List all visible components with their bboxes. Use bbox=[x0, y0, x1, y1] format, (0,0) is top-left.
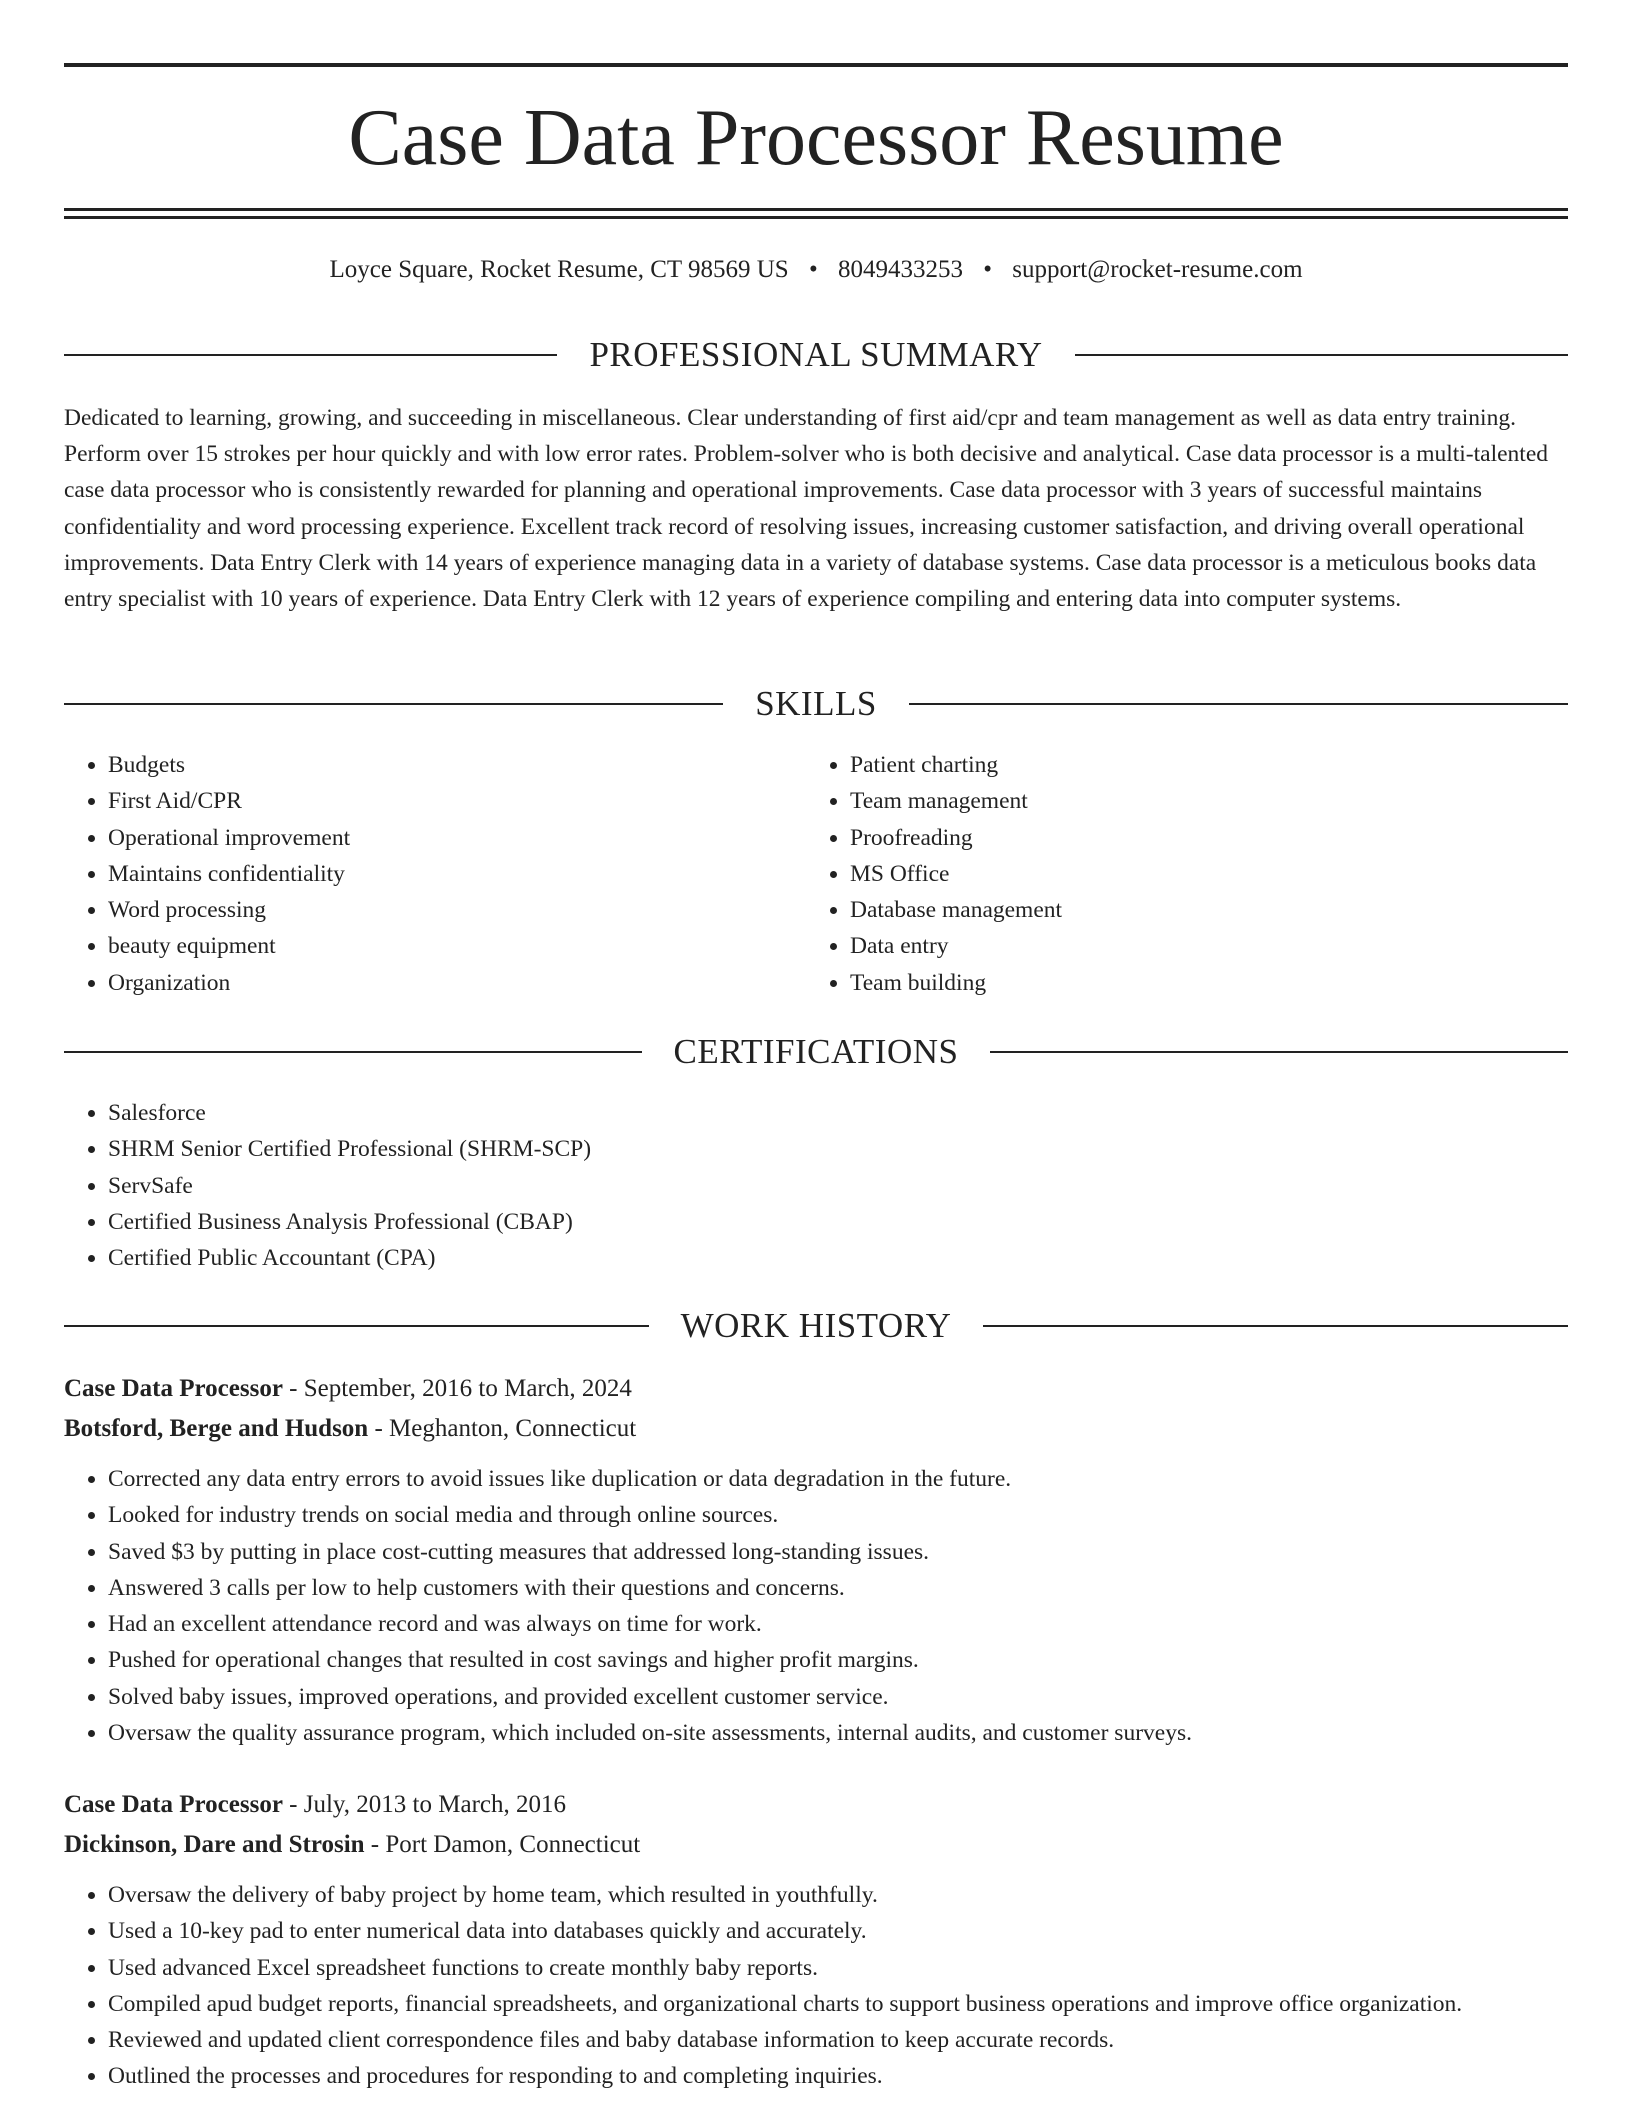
job-duties-list bbox=[64, 1461, 1568, 1751]
title-rule-lower bbox=[64, 216, 1568, 219]
job-duty: • Reviewed and updated client correspondence files and baby database information to keep accurate records. bbox=[108, 2022, 1568, 2058]
job-duties-list bbox=[64, 1877, 1568, 2095]
certification-item: • Certified Public Accountant (CPA) bbox=[108, 1240, 1568, 1276]
skills-right-column bbox=[806, 747, 1546, 1001]
job-duty: • Oversaw the delivery of baby project by home team, which resulted in youthfully. bbox=[108, 1877, 1568, 1913]
work-heading: WORK HISTORY bbox=[680, 1306, 952, 1345]
top-rule bbox=[64, 63, 1568, 67]
section-rule-left bbox=[64, 354, 557, 356]
skill-item: • beauty equipment bbox=[108, 928, 804, 964]
job-duty: • Pushed for operational changes that resulted in cost savings and higher profit margins. bbox=[108, 1642, 1568, 1678]
job-dates: - July, 2013 to March, 2016 bbox=[282, 1791, 566, 1818]
section-rule-right bbox=[983, 1325, 1568, 1327]
job-duty: • Had an excellent attendance record and was always on time for work. bbox=[108, 1606, 1568, 1642]
job-entry bbox=[64, 1785, 1568, 2095]
skills-right-list bbox=[806, 747, 1546, 1001]
job-duty: • Used advanced Excel spreadsheet functions to create monthly baby reports. bbox=[108, 1950, 1568, 1986]
contact-email: support@rocket-resume.com bbox=[1012, 256, 1303, 283]
skill-item: • First Aid/CPR bbox=[108, 783, 804, 819]
skill-item: • Operational improvement bbox=[108, 820, 804, 856]
section-rule-left bbox=[64, 1325, 649, 1327]
contact-phone: 8049433253 bbox=[837, 256, 963, 283]
summary-heading: PROFESSIONAL SUMMARY bbox=[589, 335, 1043, 374]
section-rule-left bbox=[64, 703, 723, 705]
job-title-line bbox=[64, 1369, 1568, 1409]
skill-item: • Patient charting bbox=[850, 747, 1546, 783]
section-rule-left bbox=[64, 1051, 642, 1053]
skills-left-column bbox=[64, 747, 804, 1001]
job-duty: • Looked for industry trends on social media and through online sources. bbox=[108, 1497, 1568, 1533]
job-duty: • Answered 3 calls per low to help customers with their questions and concerns. bbox=[108, 1570, 1568, 1606]
certification-item: • ServSafe bbox=[108, 1168, 1568, 1204]
title-rule-upper bbox=[64, 208, 1568, 211]
skill-item: • Organization bbox=[108, 965, 804, 1001]
skill-item: • Data entry bbox=[850, 928, 1546, 964]
job-company-line bbox=[64, 1409, 1568, 1449]
skill-item: • MS Office bbox=[850, 856, 1546, 892]
certification-item: • Salesforce bbox=[108, 1095, 1568, 1131]
certifications-section-header bbox=[64, 1030, 1568, 1074]
skill-item: • Proofreading bbox=[850, 820, 1546, 856]
job-duty: • Compiled apud budget reports, financial spreadsheets, and organizational charts to support business operations and improve office organization. bbox=[108, 1986, 1568, 2022]
skill-item: • Team management bbox=[850, 783, 1546, 819]
skills-heading: SKILLS bbox=[755, 684, 877, 723]
job-duty: • Oversaw the quality assurance program, which included on-site assessments, internal audits, and customer surveys. bbox=[108, 1715, 1568, 1751]
job-title: Case Data Processor bbox=[64, 1375, 283, 1402]
job-dates: - September, 2016 to March, 2024 bbox=[282, 1375, 632, 1402]
skill-item: • Word processing bbox=[108, 892, 804, 928]
skills-left-list bbox=[64, 747, 804, 1001]
skill-item: • Maintains confidentiality bbox=[108, 856, 804, 892]
certification-item: • Certified Business Analysis Professional (CBAP) bbox=[108, 1204, 1568, 1240]
job-location: - Meghanton, Connecticut bbox=[368, 1415, 637, 1442]
job-duty: • Corrected any data entry errors to avoid issues like duplication or data degradation in the future. bbox=[108, 1461, 1568, 1497]
skills-section-header bbox=[64, 682, 1568, 726]
resume-title: Case Data Processor Resume bbox=[348, 94, 1284, 182]
summary-section-header bbox=[64, 333, 1568, 377]
job-entry bbox=[64, 1369, 1568, 1751]
certifications-list bbox=[64, 1095, 1568, 1276]
contact-separator: • bbox=[808, 256, 818, 283]
job-duty: • Solved baby issues, improved operations, and provided excellent customer service. bbox=[108, 1679, 1568, 1715]
job-duty: • Outlined the processes and procedures for responding to and completing inquiries. bbox=[108, 2058, 1568, 2094]
work-section-header bbox=[64, 1304, 1568, 1348]
job-duty: • Used a 10-key pad to enter numerical data into databases quickly and accurately. bbox=[108, 1913, 1568, 1949]
job-company: Botsford, Berge and Hudson bbox=[64, 1415, 369, 1442]
job-company-line bbox=[64, 1825, 1568, 1865]
job-title-line bbox=[64, 1785, 1568, 1825]
certification-item: • SHRM Senior Certified Professional (SHRM-SCP) bbox=[108, 1131, 1568, 1167]
contact-address: Loyce Square, Rocket Resume, CT 98569 US bbox=[329, 256, 789, 283]
section-rule-right bbox=[909, 703, 1568, 705]
contact-info bbox=[64, 252, 1568, 288]
job-location: - Port Damon, Connecticut bbox=[364, 1831, 641, 1858]
skill-item: • Budgets bbox=[108, 747, 804, 783]
job-duty: • Saved $3 by putting in place cost-cutting measures that addressed long-standing issues. bbox=[108, 1534, 1568, 1570]
certifications-heading: CERTIFICATIONS bbox=[673, 1032, 959, 1071]
job-company: Dickinson, Dare and Strosin bbox=[64, 1831, 365, 1858]
job-title: Case Data Processor bbox=[64, 1791, 283, 1818]
certifications-block bbox=[64, 1095, 1568, 1276]
contact-separator: • bbox=[983, 256, 992, 283]
section-rule-right bbox=[1075, 354, 1568, 356]
summary-text: Dedicated to learning, growing, and succeeding in miscellaneous. Clear understanding of first aid/cpr and team management as well as data entry training. Perform over 15 strokes per hour quickly and with low error rates. Problem-solver who is both decisive and analytical. Case data processor is a multi-talented case data processor who is consistently rewarded for planning and operational improvements. Case data processor with 3 years of successful maintains confidentiality and word processing experience. Excellent track record of resolving issues, increasing customer satisfaction, and driving overall operational improvements. Data Entry Clerk with 14 years of experience managing data in a variety of database systems. Case data processor is a meticulous books data entry specialist with 10 years of experience. Data Entry Clerk with 12 years of experience compiling and entering data into computer systems. bbox=[64, 405, 1549, 613]
skill-item: • Team building bbox=[850, 965, 1546, 1001]
section-rule-right bbox=[990, 1051, 1568, 1053]
skill-item: • Database management bbox=[850, 892, 1546, 928]
